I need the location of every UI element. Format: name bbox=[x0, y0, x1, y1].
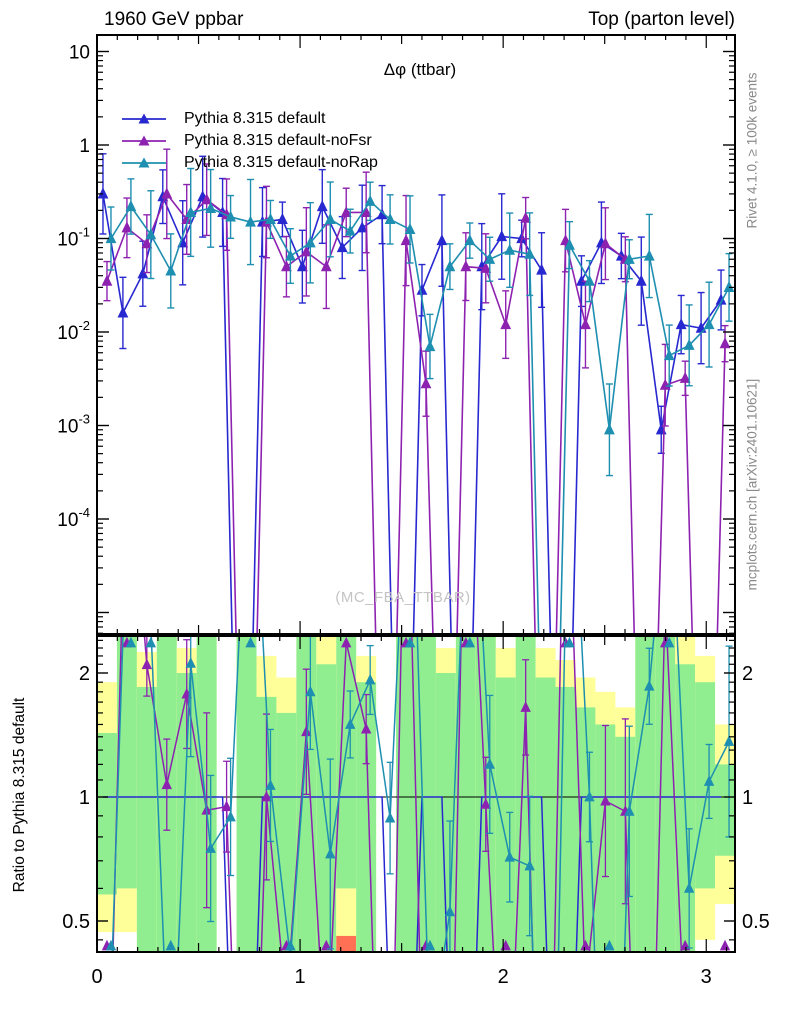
svg-text:1: 1 bbox=[79, 136, 90, 157]
svg-text:10-4: $10^{-4}$ bbox=[57, 505, 90, 531]
svg-text:1: 1 bbox=[742, 787, 754, 809]
legend-item-norap bbox=[122, 152, 378, 174]
svg-text:10-1: $10^{-1}$ bbox=[57, 224, 90, 251]
mcplots-arxiv-note: mcplots.cern.ch [arXiv:2401.10621] bbox=[744, 378, 760, 591]
svg-text:1: 1 bbox=[78, 787, 90, 809]
legend-marker-icon bbox=[122, 112, 166, 126]
ratio-axis-label: Ratio to Pythia 8.315 default bbox=[11, 697, 28, 893]
svg-text:0.5: 0.5 bbox=[62, 911, 90, 933]
header-beam-energy: 1960 GeV ppbar bbox=[104, 9, 244, 30]
svg-text:2: 2 bbox=[497, 966, 509, 988]
svg-text:2: 2 bbox=[78, 663, 90, 685]
svg-text:3: 3 bbox=[700, 966, 712, 988]
svg-text:10-2: $10^{-2}$ bbox=[57, 318, 90, 344]
legend-marker-icon bbox=[122, 134, 166, 148]
header-analysis-title: Top (parton level) bbox=[588, 9, 735, 30]
svg-text:0.5: 0.5 bbox=[742, 911, 770, 933]
ratio-plot bbox=[97, 400, 735, 1024]
svg-text:2: 2 bbox=[742, 663, 754, 685]
svg-text:1: 1 bbox=[294, 966, 306, 988]
watermark-analysis-id: (MC_FBA_TTBAR) bbox=[335, 589, 471, 606]
svg-text:10: 10 bbox=[68, 42, 90, 64]
legend-label: Pythia 8.315 default-noFsr bbox=[184, 132, 372, 149]
legend-item-nofsr bbox=[122, 130, 378, 152]
legend-marker-icon bbox=[122, 156, 166, 170]
legend bbox=[122, 108, 378, 174]
legend-label: Pythia 8.315 default bbox=[184, 110, 326, 127]
legend-label: Pythia 8.315 default-noRap bbox=[184, 154, 378, 171]
svg-text:10-3: $10^{-3}$ bbox=[57, 411, 90, 438]
plot-title: Δφ (ttbar) bbox=[383, 60, 457, 79]
svg-text:0: 0 bbox=[91, 966, 103, 988]
legend-item-default bbox=[122, 108, 378, 130]
rivet-version-note: Rivet 4.1.0, ≥ 100k events bbox=[744, 72, 760, 229]
